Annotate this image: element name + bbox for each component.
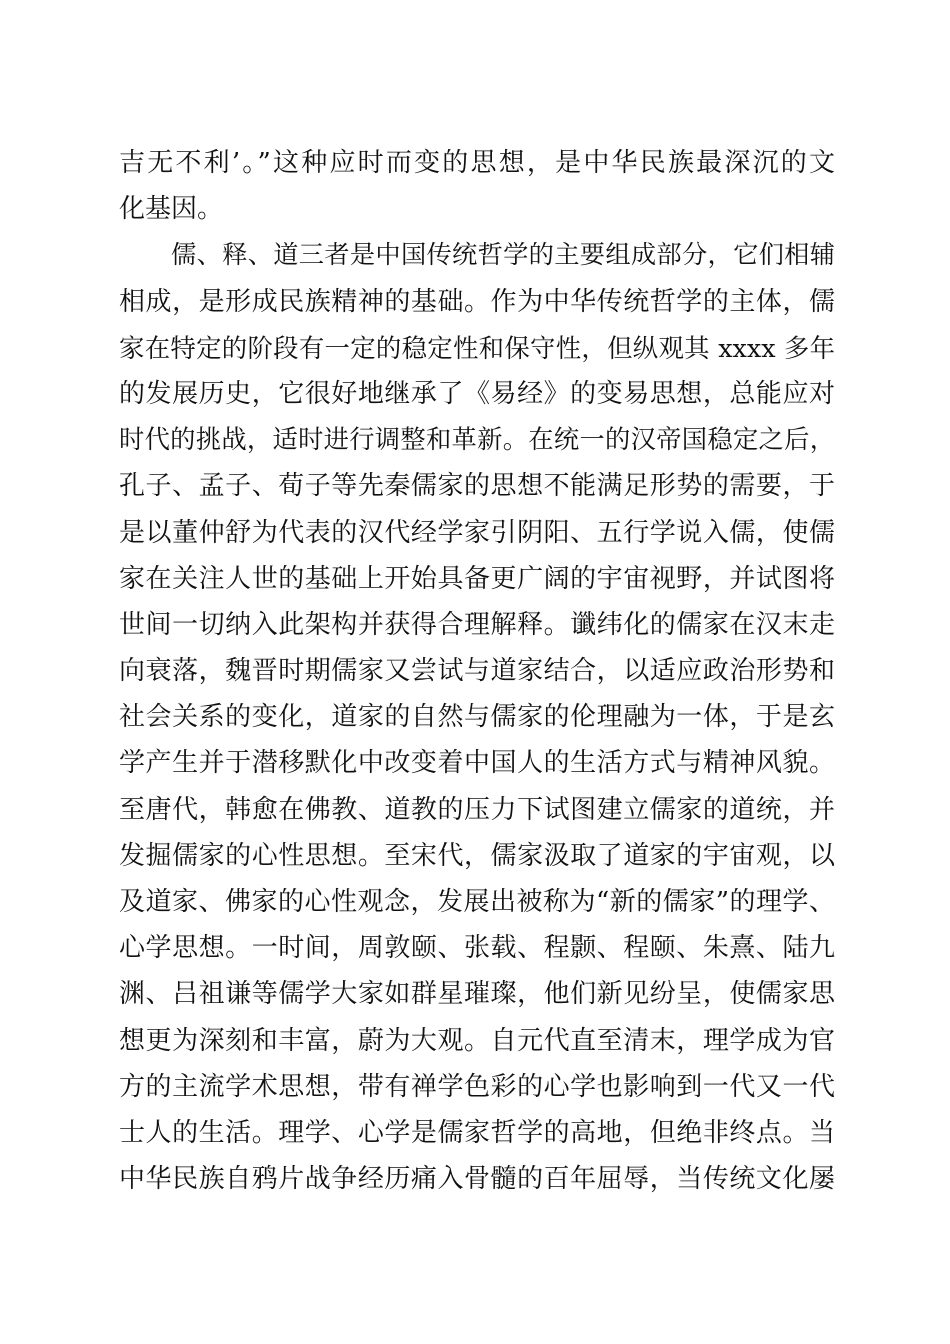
text-line: 向衰落，魏晋时期儒家又尝试与道家结合，以适应政治形势和 bbox=[119, 656, 835, 687]
text-line: 家在关注人世的基础上开始具备更广阔的宇宙视野，并试图将 bbox=[119, 563, 835, 594]
text-line: 世间一切纳入此架构并获得合理解释。谶纬化的儒家在汉末走 bbox=[119, 609, 835, 640]
text-line: 化基因。 bbox=[119, 194, 224, 225]
text-line: 方的主流学术思想，带有禅学色彩的心学也影响到一代又一代 bbox=[119, 1071, 835, 1102]
text-line: 吉无不利’。”这种应时而变的思想，是中华民族最深沉的文 bbox=[119, 148, 835, 178]
text-line: 学产生并于潜移默化中改变着中国人的生活方式与精神风貌。 bbox=[119, 748, 835, 779]
text-line: 社会关系的变化，道家的自然与儒家的伦理融为一体，于是玄 bbox=[119, 702, 835, 733]
text-line: 渊、吕祖谦等儒学大家如群星璀璨，他们新见纷呈，使儒家思 bbox=[119, 979, 835, 1010]
text-line: 至唐代，韩愈在佛教、道教的压力下试图建立儒家的道统，并 bbox=[119, 794, 835, 825]
text-line: 及道家、佛家的心性观念，发展出被称为“新的儒家”的理学、 bbox=[119, 887, 835, 917]
text-line: 孔子、孟子、荀子等先秦儒家的思想不能满足形势的需要，于 bbox=[119, 471, 835, 502]
text-line: 士人的生活。理学、心学是儒家哲学的高地，但绝非终点。当 bbox=[119, 1117, 835, 1148]
text-line: 家在特定的阶段有一定的稳定性和保守性，但纵观其 xxxx 多年 bbox=[119, 332, 835, 363]
text-line: 时代的挑战，适时进行调整和革新。在统一的汉帝国稳定之后， bbox=[119, 425, 835, 455]
text-line: 相成，是形成民族精神的基础。作为中华传统哲学的主体，儒 bbox=[119, 286, 835, 317]
text-line: 想更为深刻和丰富，蔚为大观。自元代直至清末，理学成为官 bbox=[119, 1025, 835, 1056]
body-text bbox=[119, 140, 835, 1202]
text-line: 的发展历史，它很好地继承了《易经》的变易思想，总能应对 bbox=[119, 378, 835, 409]
text-line: 发掘儒家的心性思想。至宋代，儒家汲取了道家的宇宙观，以 bbox=[119, 840, 835, 871]
paragraph-first-line: 儒、释、道三者是中国传统哲学的主要组成部分，它们相辅 bbox=[171, 240, 835, 270]
text-line: 中华民族自鸦片战争经历痛入骨髓的百年屈辱，当传统文化屡 bbox=[119, 1164, 835, 1195]
text-line: 是以董仲舒为代表的汉代经学家引阴阳、五行学说入儒，使儒 bbox=[119, 517, 835, 548]
text-line: 心学思想。一时间，周敦颐、张载、程颢、程颐、朱熹、陆九 bbox=[119, 933, 835, 964]
